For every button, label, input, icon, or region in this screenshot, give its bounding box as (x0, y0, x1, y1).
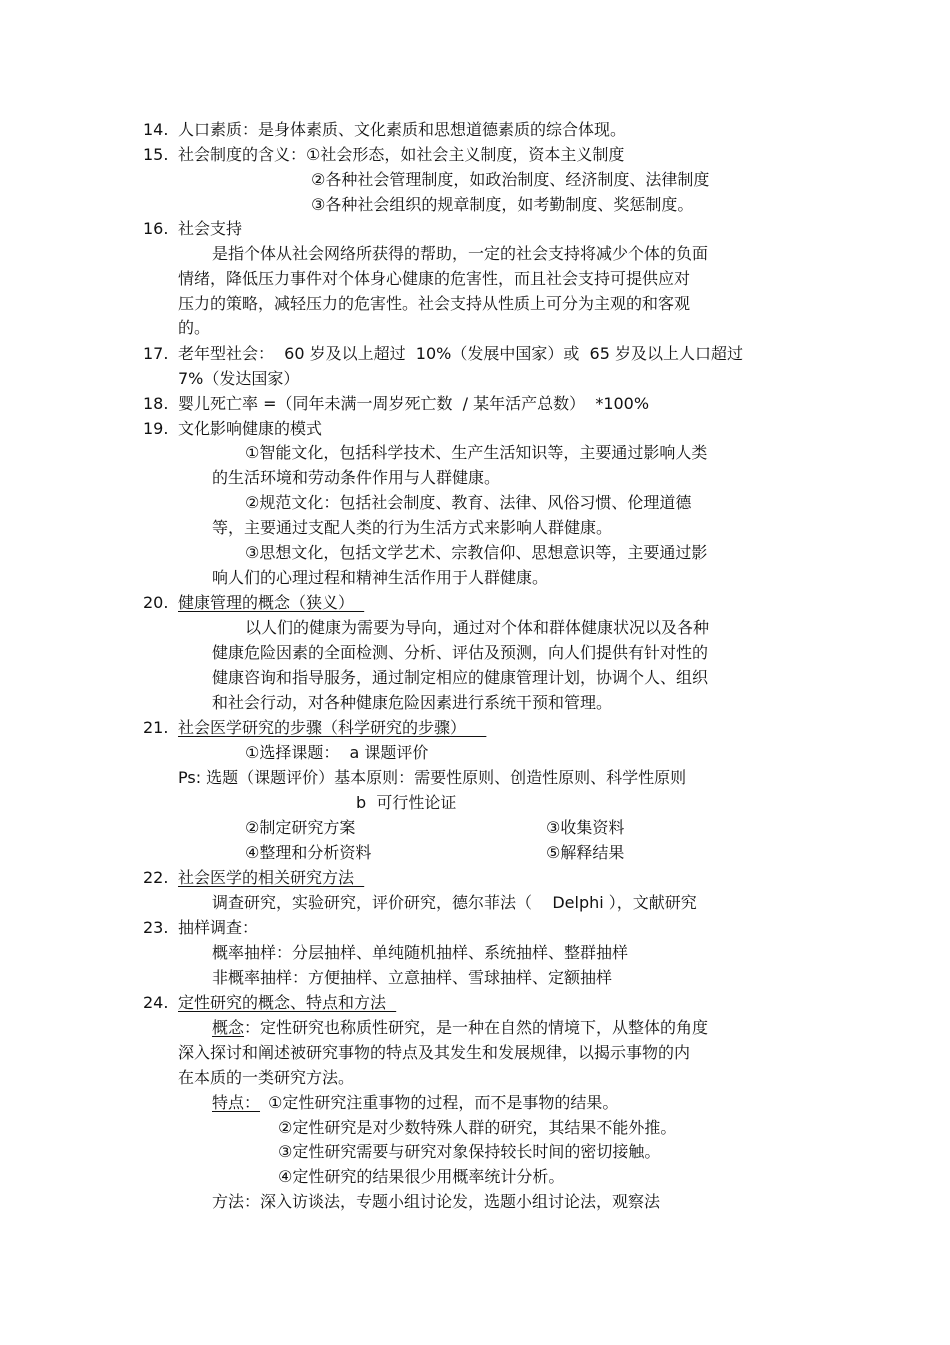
item-number: 23. (143, 918, 169, 937)
item-number: 22. (143, 868, 169, 887)
item-title: 抽样调查： (178, 918, 259, 937)
paragraph-line: 非概率抽样：方便抽样、立意抽样、雪球抽样、定额抽样 (212, 968, 613, 987)
item-number: 15. (143, 145, 169, 164)
paragraph-line: 响人们的心理过程和精神生活作用于人群健康。 (212, 568, 549, 587)
step-text: ①选择课题： a 课题评价 (245, 743, 429, 762)
item-number: 14. (143, 120, 169, 139)
paragraph-line: ③思想文化，包括文学艺术、宗教信仰、思想意识等，主要通过影 (245, 543, 708, 562)
item-number: 24. (143, 993, 169, 1012)
paragraph-line: 是指个体从社会网络所获得的帮助，一定的社会支持将减少个体的负面 (212, 244, 709, 263)
paragraph-line: 压力的策略，减轻压力的危害性。社会支持从性质上可分为主观的和客观 (178, 294, 691, 313)
item-title: 社会医学研究的步骤（科学研究的步骤） (178, 718, 487, 737)
item-title: 定性研究的概念、特点和方法 (178, 993, 397, 1012)
item-number: 21. (143, 718, 169, 737)
item-text: 社会制度的含义：①社会形态，如社会主义制度，资本主义制度 (178, 145, 625, 164)
feature-text: ②定性研究是对少数特殊人群的研究，其结果不能外推。 (278, 1118, 677, 1137)
concept-text: ：定性研究也称质性研究，是一种在自然的情境下，从整体的角度 (244, 1018, 709, 1037)
item-number: 18. (143, 394, 169, 413)
item-title: 社会支持 (178, 219, 243, 238)
paragraph-line: 以人们的健康为需要为导向，通过对个体和群体健康状况以及各种 (245, 618, 710, 637)
item-number: 16. (143, 219, 169, 238)
step-text: ③收集资料 (546, 818, 625, 837)
step-text: b 可行性论证 (356, 793, 457, 812)
step-text: ②制定研究方案 (245, 818, 356, 837)
paragraph-line: ②规范文化：包括社会制度、教育、法律、风俗习惯、伦理道德 (245, 493, 692, 512)
feature-text: ④定性研究的结果很少用概率统计分析。 (278, 1167, 565, 1186)
paragraph-line: 情绪，降低压力事件对个体身心健康的危害性，而且社会支持可提供应对 (178, 269, 691, 288)
feature-label: 特点： (212, 1093, 261, 1112)
item-text: 老年型社会： 60 岁及以上超过 10%（发展中国家）或 65 岁及以上人口超过 (178, 344, 743, 363)
paragraph-line: 健康咨询和指导服务，通过制定相应的健康管理计划，协调个人、组织 (212, 668, 709, 687)
item-text: ②各种社会管理制度，如政治制度、经济制度、法律制度 (311, 170, 710, 189)
paragraph-line: 方法：深入访谈法，专题小组讨论发，选题小组讨论法，观察法 (212, 1192, 661, 1211)
paragraph-line: 的。 (178, 318, 211, 337)
item-number: 19. (143, 419, 169, 438)
paragraph-line: 的生活环境和劳动条件作用与人群健康。 (212, 468, 501, 487)
paragraph-line: 概率抽样：分层抽样、单纯随机抽样、系统抽样、整群抽样 (212, 943, 629, 962)
item-number: 20. (143, 593, 169, 612)
item-text: ③各种社会组织的规章制度，如考勤制度、奖惩制度。 (311, 195, 694, 214)
feature-text: ③定性研究需要与研究对象保持较长时间的密切接触。 (278, 1142, 661, 1161)
paragraph-line: 深入探讨和阐述被研究事物的特点及其发生和发展规律，以揭示事物的内 (178, 1043, 691, 1062)
item-title: 社会医学的相关研究方法 (178, 868, 365, 887)
item-number: 17. (143, 344, 169, 363)
step-text: ⑤解释结果 (546, 843, 625, 862)
paragraph-line (212, 1018, 708, 1038)
note-text: Ps: 选题（课题评价）基本原则：需要性原则、创造性原则、科学性原则 (178, 768, 687, 787)
paragraph-line: 等，主要通过支配人类的行为生活方式来影响人群健康。 (212, 518, 613, 537)
item-text: 7%（发达国家） (178, 369, 300, 388)
paragraph-line: 调查研究，实验研究，评价研究，德尔菲法（ Delphi ），文献研究 (212, 893, 697, 912)
paragraph-line: ①智能文化，包括科学技术、生产生活知识等，主要通过影响人类 (245, 443, 708, 462)
feature-text: ①定性研究注重事物的过程，而不是事物的结果。 (268, 1093, 619, 1112)
step-text: ④整理和分析资料 (245, 843, 372, 862)
item-text: 人口素质：是身体素质、文化素质和思想道德素质的综合体现。 (178, 120, 627, 139)
paragraph-line: 和社会行动，对各种健康危险因素进行系统干预和管理。 (212, 693, 613, 712)
item-text: 婴儿死亡率 =（同年未满一周岁死亡数 / 某年活产总数） *100% (178, 394, 650, 413)
paragraph-line: 健康危险因素的全面检测、分析、评估及预测，向人们提供有针对性的 (212, 643, 709, 662)
item-title: 文化影响健康的模式 (178, 419, 323, 438)
item-title: 健康管理的概念（狭义） (178, 593, 365, 612)
concept-label: 概念 (212, 1018, 245, 1037)
paragraph-line: 在本质的一类研究方法。 (178, 1068, 355, 1087)
